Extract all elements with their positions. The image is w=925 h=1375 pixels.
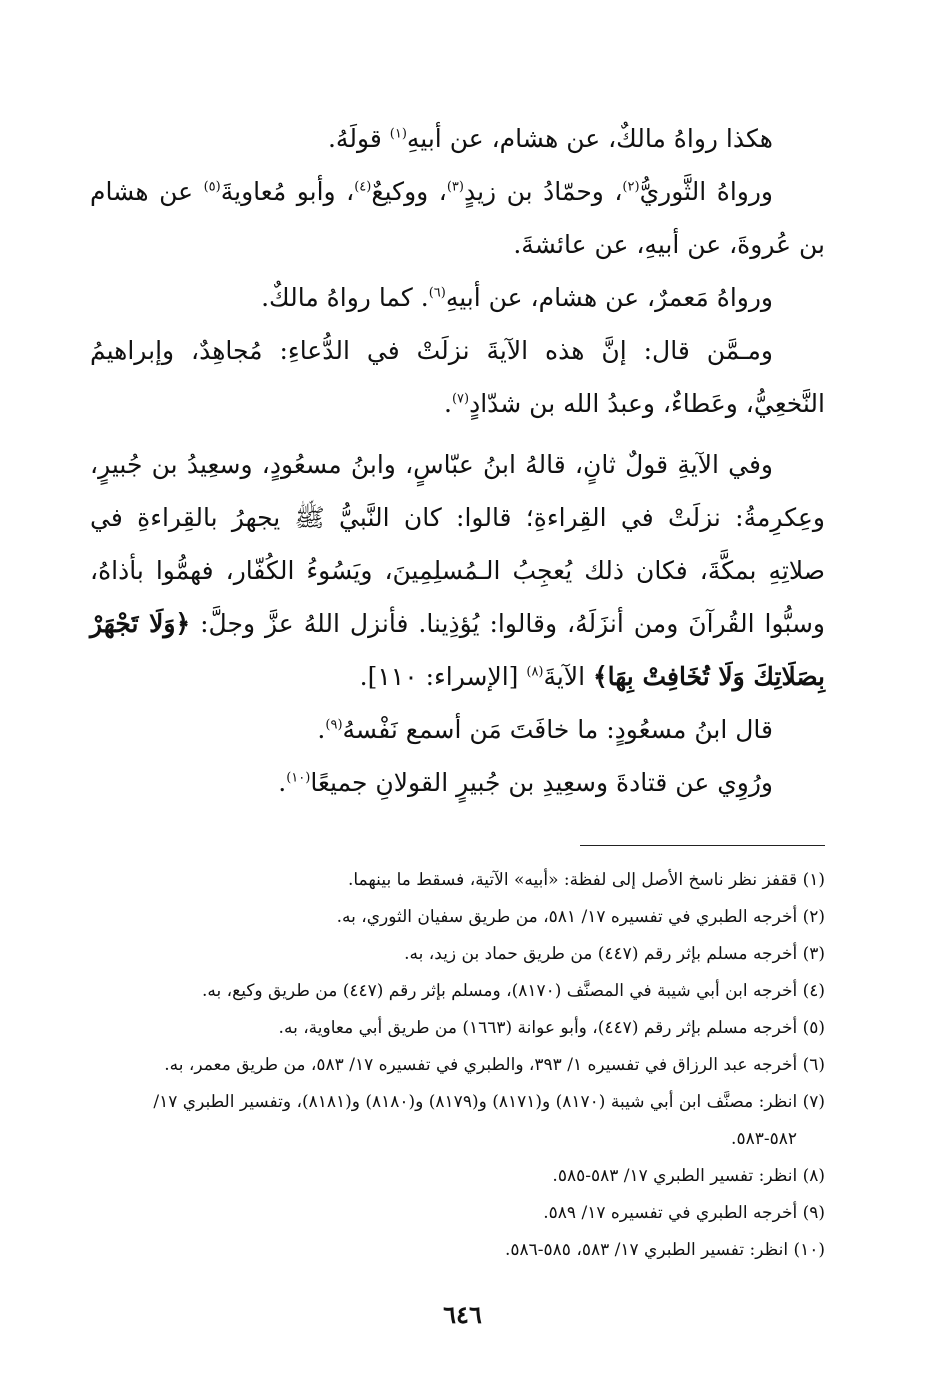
footnote-7: (٧) انظر: مصنَّف ابن أبي شيبة (٨١٧٠) و(٨١٧١) و(٨١٧٩) و(٨١٨٠) و(٨١٨١)، وتفسير الطبري ١٧/ ٥٨٢-٥٨٣. bbox=[153, 1092, 825, 1149]
text-run: ومـمَّن قال: إنَّ هذه الآيةَ نزلَتْ في الدُّعاءِ: مُجاهِدٌ، وإبراهيمُ النَّخعِيُّ، وعَطاءٌ، وعبدُ الله بن شدّادٍ bbox=[90, 336, 825, 418]
footnote-ref: (٧) bbox=[451, 391, 470, 407]
text-run: ، وحمّادُ بن زيدٍ bbox=[463, 177, 623, 206]
footnote-ref: (١) bbox=[389, 126, 407, 142]
footnote-10: (١٠) انظر: تفسير الطبري ١٧/ ٥٨٣، ٥٨٥-٥٨٦. bbox=[504, 1240, 825, 1260]
paragraph-2 bbox=[90, 165, 825, 271]
footnote-ref: (٥) bbox=[203, 179, 221, 195]
footnote-1: (١) ققفز نظر ناسخ الأصل إلى لفظة: «أبيه» الآتية، فسقط ما بينهما. bbox=[347, 870, 825, 890]
text-run: قال ابنُ مسعُودٍ: ما خافَتَ مَن أسمع نَفْسهُ bbox=[342, 715, 773, 744]
paragraph-4 bbox=[90, 324, 825, 430]
text-run: ورواهُ الثَّوريُّ bbox=[639, 177, 773, 206]
footnote-ref: (٨) bbox=[526, 664, 544, 680]
footnote-6: (٦) أخرجه عبد الرزاق في تفسيره ١/ ٣٩٣، والطبري في تفسيره ١٧/ ٥٨٣، من طريق معمر، به. bbox=[164, 1055, 825, 1075]
paragraph-6 bbox=[90, 703, 825, 756]
footnote-4: (٤) أخرجه ابن أبي شيبة في المصنَّف (٨١٧٠)، ومسلم بإثر رقم (٤٤٧) من طريق وكيع، به. bbox=[202, 981, 825, 1001]
footnote-ref: (٣) bbox=[446, 179, 464, 195]
text-run: ورُوِي عن قتادةَ وسعِيدِ بن جُبيرٍ القولانِ جميعًا bbox=[310, 768, 773, 797]
page-number: ٦٤٦ bbox=[443, 1300, 482, 1329]
text-run: الآيةَ bbox=[543, 662, 594, 691]
text-run: . كما رواهُ مالكٌ. bbox=[261, 283, 429, 312]
footnote-5: (٥) أخرجه مسلم بإثر رقم (٤٤٧)، وأبو عوانة (١٦٦٣) من طريق أبي معاوية، به. bbox=[278, 1018, 825, 1038]
text-run: ، وأبو مُعاويةَ bbox=[220, 177, 355, 206]
text-run: ، ووكيعٌ bbox=[371, 177, 447, 206]
paragraph-3 bbox=[90, 271, 825, 324]
main-text bbox=[90, 112, 825, 809]
footnote-2: (٢) أخرجه الطبري في تفسيره ١٧/ ٥٨١، من طريق سفيان الثوري، به. bbox=[336, 907, 825, 927]
text-run: قولَهُ. bbox=[327, 124, 390, 153]
text-run: . bbox=[278, 768, 287, 797]
paragraph-5 bbox=[90, 438, 825, 703]
footnote-9: (٩) أخرجه الطبري في تفسيره ١٧/ ٥٨٩. bbox=[543, 1203, 825, 1223]
quran-verse: ﴿وَلَا تَجْهَرْ بِصَلَاتِكَ وَلَا تُخَافِتْ بِهَا﴾ bbox=[90, 609, 825, 691]
footnote-8: (٨) انظر: تفسير الطبري ١٧/ ٥٨٣-٥٨٥. bbox=[552, 1166, 825, 1186]
text-run: . bbox=[443, 389, 452, 418]
text-run: وفي الآيةِ قولٌ ثانٍ، قالهُ ابنُ عبّاسٍ، وابنُ مسعُودٍ، وسعِيدُ بن جُبيرٍ، وعِكرِمةُ: نزلَتْ في القِراءةِ؛ قالوا: كان النَّبيُّ ﷺ يجهرُ بالقِراءةِ في صلاتِهِ بمكَّةَ، فكان ذلك يُعجِبُ الـمُسلِمِينَ، ويَسُوءُ الكُفّار، فهمُّوا بأذاهُ، وسبُّوا القُرآنَ ومن أنزَلَهُ، وقالوا: يُؤذِينا. فأنزل اللهُ عزَّ وجلَّ: bbox=[90, 450, 825, 638]
footnote-ref: (٤) bbox=[354, 179, 372, 195]
paragraph-1 bbox=[90, 112, 825, 165]
footnote-divider bbox=[580, 845, 825, 846]
paragraph-7 bbox=[90, 756, 825, 809]
footnote-ref: (٦) bbox=[428, 285, 446, 301]
text-run: . bbox=[317, 715, 326, 744]
footnotes-list bbox=[90, 862, 825, 1269]
footnote-3: (٣) أخرجه مسلم بإثر رقم (٤٤٧) من طريق حماد بن زيد، به. bbox=[404, 944, 825, 964]
text-run: ورواهُ مَعمرٌ، عن هشام، عن أبيهِ bbox=[445, 283, 773, 312]
text-run: عن هشام بن عُروةَ، عن أبيهِ، عن عائشةَ. bbox=[90, 177, 825, 259]
footnote-ref: (٩) bbox=[325, 717, 343, 733]
text-run: [الإسراء: ١١٠]. bbox=[359, 662, 527, 691]
footnote-ref: (٢) bbox=[622, 179, 640, 195]
footnote-ref: (١٠) bbox=[286, 770, 311, 786]
text-run: هكذا رواهُ مالكٌ، عن هشام، عن أبيهِ bbox=[406, 124, 773, 153]
